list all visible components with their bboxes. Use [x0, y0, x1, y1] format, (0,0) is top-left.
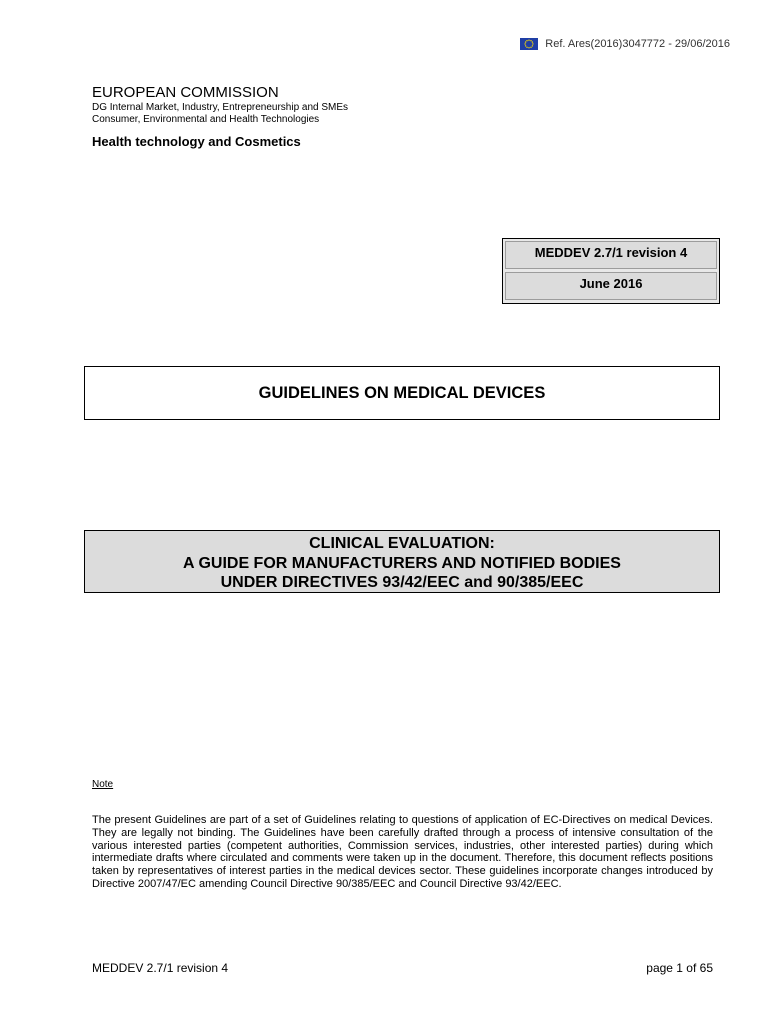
eu-flag-icon: [520, 38, 538, 50]
clinical-title-line-2: A GUIDE FOR MANUFACTURERS AND NOTIFIED BODIES: [183, 554, 621, 572]
directorate-line: Consumer, Environmental and Health Technologies: [92, 114, 320, 125]
dg-line: DG Internal Market, Industry, Entrepreneurship and SMEs: [92, 102, 349, 113]
note-text: The present Guidelines are part of a set of Guidelines relating to questions of application of EC-Directives on medical Devices. They are legally not binding. The Guidelines have been carefully drafted through a process of intensive consultation of the various interested parties (competent authorities, Commission services, industries, other interested parties) during which intermediate drafts where circulated and comments were taken up in the document. Therefore, this document reflects positions taken by representatives of interest parties in the medical devices sector. These guidelines incorporate changes introduced by Directive 2007/47/EC amending Council Directive 90/385/EEC and Council Directive 93/42/EEC.: [92, 814, 713, 890]
meddev-box: [502, 238, 720, 304]
footer-document-code: MEDDEV 2.7/1 revision 4: [92, 961, 229, 975]
footer-page-number: page 1 of 65: [646, 961, 713, 975]
commission-block: [92, 84, 348, 149]
meddev-code: MEDDEV 2.7/1 revision 4: [505, 241, 717, 269]
guidelines-title-box: [84, 366, 720, 420]
guidelines-title: GUIDELINES ON MEDICAL DEVICES: [258, 383, 546, 402]
clinical-title-line-3: UNDER DIRECTIVES 93/42/EEC and 90/385/EEC: [220, 574, 584, 591]
clinical-evaluation-box: [84, 530, 720, 593]
reference-number: Ref. Ares(2016)3047772 - 29/06/2016: [545, 38, 730, 50]
unit-title: Health technology and Cosmetics: [92, 134, 301, 149]
clinical-title-line-1: CLINICAL EVALUATION:: [309, 535, 495, 552]
note-label: Note: [92, 779, 114, 790]
header-reference: [520, 38, 730, 50]
commission-title: EUROPEAN COMMISSION: [92, 84, 279, 101]
meddev-date: June 2016: [505, 272, 717, 300]
